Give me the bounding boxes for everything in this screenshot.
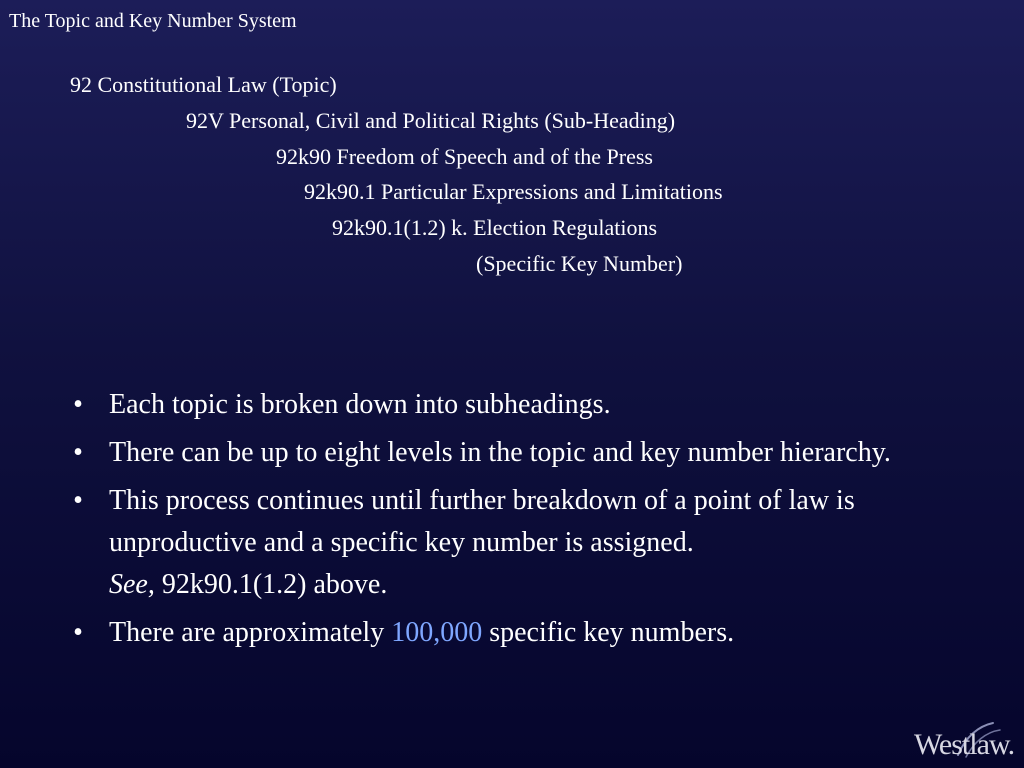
key-number-count: 100,000 bbox=[391, 617, 483, 648]
bullet-text: Each topic is broken down into subheadings. bbox=[109, 389, 611, 420]
topic-key-hierarchy bbox=[0, 0, 1024, 300]
bullet-icon: • bbox=[73, 617, 83, 648]
bullet-item bbox=[68, 480, 948, 606]
hierarchy-specific-key-label: (Specific Key Number) bbox=[476, 251, 683, 276]
bullet-item bbox=[68, 432, 948, 474]
westlaw-logo bbox=[914, 718, 1022, 762]
bullet-text: 92k90.1(1.2) above. bbox=[161, 569, 388, 600]
bullet-text: specific key numbers. bbox=[489, 617, 735, 648]
bullet-item bbox=[68, 384, 948, 426]
bullet-icon: • bbox=[73, 437, 83, 468]
bullet-text: There can be up to eight levels in the topic and key number hierarchy. bbox=[109, 437, 891, 468]
hierarchy-specific-key: 92k90.1(1.2) k. Election Regulations bbox=[332, 215, 658, 240]
bullet-see-reference: See, bbox=[109, 569, 155, 600]
hierarchy-key-number: 92k90 Freedom of Speech and of the Press bbox=[276, 144, 653, 169]
bullet-icon: • bbox=[73, 389, 83, 420]
slide-title: The Topic and Key Number System bbox=[9, 10, 297, 32]
hierarchy-topic: 92 Constitutional Law (Topic) bbox=[70, 72, 337, 97]
bullet-list bbox=[68, 384, 948, 660]
bullet-icon: • bbox=[73, 485, 83, 516]
bullet-item bbox=[68, 612, 948, 654]
hierarchy-key-subnumber: 92k90.1 Particular Expressions and Limitations bbox=[304, 179, 723, 204]
logo-text: Westlaw. bbox=[914, 728, 1015, 761]
bullet-text: This process continues until further breakdown of a point of law is unproductive and a specific key number is assigned. bbox=[109, 485, 855, 558]
hierarchy-subheading: 92V Personal, Civil and Political Rights (Sub-Heading) bbox=[186, 108, 676, 133]
bullet-text: There are approximately bbox=[109, 617, 385, 648]
